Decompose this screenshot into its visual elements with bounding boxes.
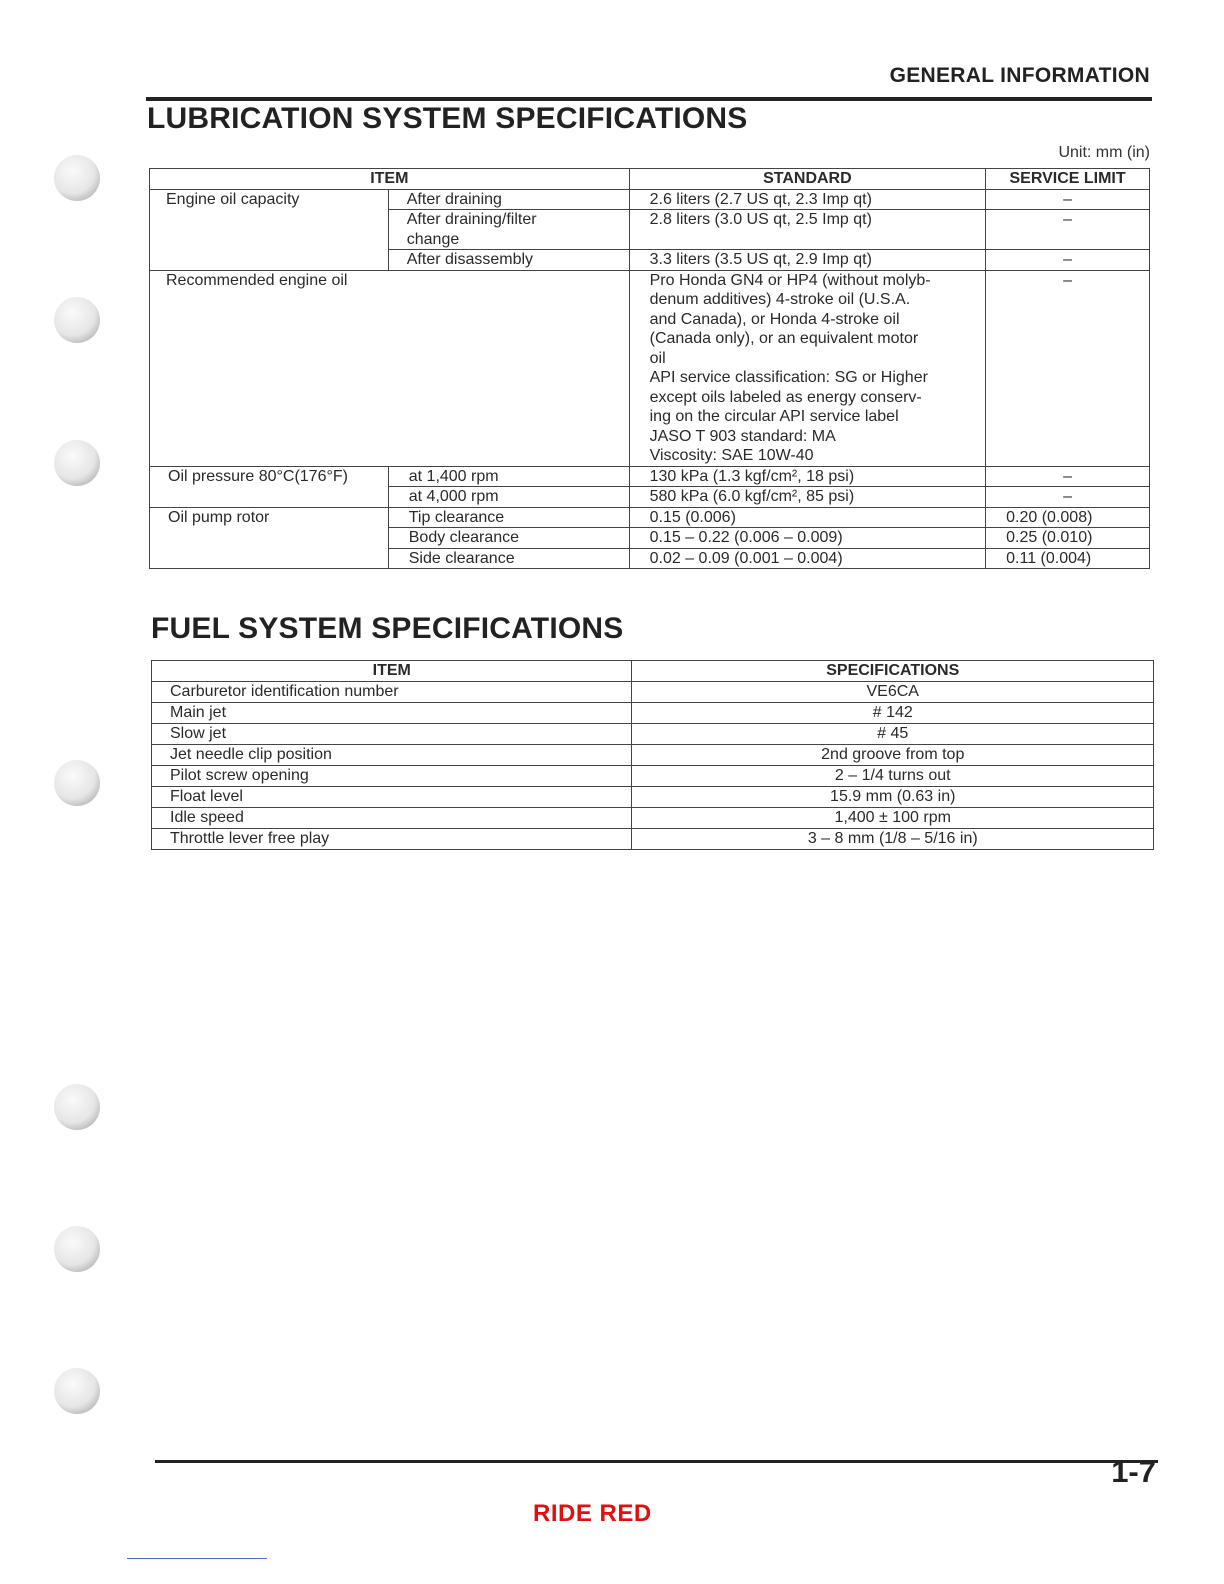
fuel-item: Idle speed [152,808,632,829]
fuel-spec: # 45 [632,724,1154,745]
service-limit-value: 0.20 (0.008) [986,507,1150,528]
binder-hole [54,297,100,343]
service-limit-value: – [986,250,1150,271]
fuel-spec: 15.9 mm (0.63 in) [632,787,1154,808]
table-row [152,703,1154,724]
lubrication-spec-table [149,168,1150,569]
table-row [152,745,1154,766]
table-header-row [152,661,1154,682]
fuel-spec-table [151,660,1154,850]
standard-value: 3.3 liters (3.5 US qt, 2.9 Imp qt) [629,250,986,271]
table-row [150,270,1150,466]
fuel-item: Float level [152,787,632,808]
column-header-specifications: SPECIFICATIONS [632,661,1154,682]
standard-value: 580 kPa (6.0 kgf/cm², 85 psi) [629,487,986,508]
column-header-item: ITEM [152,661,632,682]
page-number: 1-7 [1111,1454,1156,1489]
fuel-item: Jet needle clip position [152,745,632,766]
column-header-item: ITEM [150,169,630,190]
column-header-standard: STANDARD [629,169,986,190]
binder-hole [54,1368,100,1414]
fuel-item: Main jet [152,703,632,724]
standard-value: 0.02 – 0.09 (0.001 – 0.004) [629,548,986,569]
table-header-row [150,169,1150,190]
table-row [150,507,1150,528]
sub-item: at 4,000 rpm [388,487,629,508]
footer-link-underline [127,1558,267,1559]
service-limit-value: – [986,466,1150,487]
fuel-item: Pilot screw opening [152,766,632,787]
row-label-oil-pressure: Oil pressure 80°C(176°F) [150,466,389,507]
sub-item: After disassembly [388,250,629,271]
standard-value: 2.6 liters (2.7 US qt, 2.3 Imp qt) [629,189,986,210]
standard-value: 2.8 liters (3.0 US qt, 2.5 Imp qt) [629,210,986,250]
service-limit-value: – [986,189,1150,210]
table-row [150,466,1150,487]
unit-note: Unit: mm (in) [1058,144,1150,161]
binder-hole [54,760,100,806]
lubrication-title: LUBRICATION SYSTEM SPECIFICATIONS [147,102,748,135]
service-limit-value: 0.25 (0.010) [986,528,1150,549]
footer-rule [155,1460,1158,1463]
fuel-spec: 3 – 8 mm (1/8 – 5/16 in) [632,829,1154,850]
fuel-item: Throttle lever free play [152,829,632,850]
fuel-spec: 2 – 1/4 turns out [632,766,1154,787]
table-row [152,766,1154,787]
table-row [152,808,1154,829]
service-limit-value: 0.11 (0.004) [986,548,1150,569]
standard-value: 0.15 – 0.22 (0.006 – 0.009) [629,528,986,549]
fuel-spec: 1,400 ± 100 rpm [632,808,1154,829]
sub-item: After draining [388,189,629,210]
sub-item: at 1,400 rpm [388,466,629,487]
fuel-spec: VE6CA [632,682,1154,703]
row-label-oil-pump: Oil pump rotor [150,507,389,569]
sub-item: Side clearance [388,548,629,569]
table-row [152,829,1154,850]
binder-hole [54,1084,100,1130]
fuel-spec: # 142 [632,703,1154,724]
row-label-oil-capacity: Engine oil capacity [150,189,389,270]
table-row [152,682,1154,703]
fuel-spec: 2nd groove from top [632,745,1154,766]
header-rule [146,97,1152,101]
sub-item: Body clearance [388,528,629,549]
fuel-item: Carburetor identification number [152,682,632,703]
section-header: GENERAL INFORMATION [889,64,1150,87]
standard-value: Pro Honda GN4 or HP4 (without molyb- denum additives) 4-stroke oil (U.S.A. and Canada), or Honda 4-stroke oil (Canada only), or an equivalent motor oil API service classification: SG or Higher except oils labeled as energy conserv- ing on the circular API service label JASO T 903 standard: MA Viscosity: SAE 10W-40 [629,270,986,466]
sub-item: After draining/filter change [388,210,629,250]
table-row [152,724,1154,745]
row-label-recommended-oil: Recommended engine oil [150,270,630,466]
fuel-title: FUEL SYSTEM SPECIFICATIONS [151,612,624,645]
service-limit-value: – [986,487,1150,508]
fuel-item: Slow jet [152,724,632,745]
standard-value: 130 kPa (1.3 kgf/cm², 18 psi) [629,466,986,487]
binder-hole [54,155,100,201]
table-row [150,189,1150,210]
table-row [152,787,1154,808]
service-limit-value: – [986,270,1150,466]
footer-brand: RIDE RED [533,1500,652,1527]
standard-value: 0.15 (0.006) [629,507,986,528]
binder-hole [54,1226,100,1272]
service-limit-value: – [986,210,1150,250]
sub-item: Tip clearance [388,507,629,528]
column-header-service-limit: SERVICE LIMIT [986,169,1150,190]
binder-hole [54,440,100,486]
